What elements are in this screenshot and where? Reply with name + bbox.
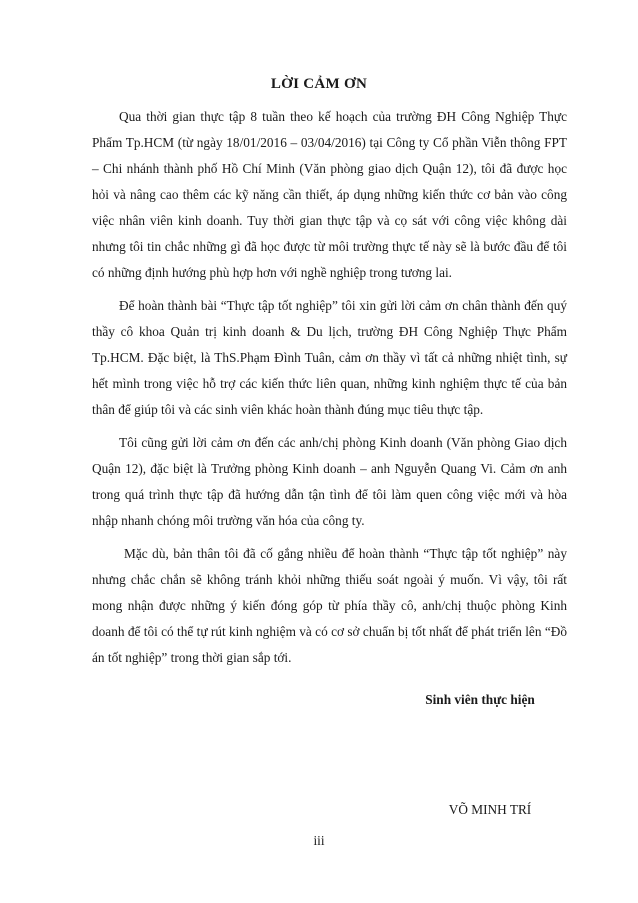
page-number: iii [313,833,325,848]
paragraph-thanks-company: Tôi cũng gửi lời cảm ơn đến các anh/chị phòng Kinh doanh (Văn phòng Giao dịch Quận 12), đặc biệt là Trưởng phòng Kinh doanh – anh Nguyễn Quang Vi. Cảm ơn anh trong quá trình thực tập đã hướng dẫn tận tình để tôi làm quen công việc mới và hòa nhập nhanh chóng môi trường văn hóa của công ty. [92,435,567,528]
page-title: LỜI CẢM ƠN [270,76,368,92]
document-body [92,104,567,678]
paragraph-thanks-faculty: Để hoàn thành bài “Thực tập tốt nghiệp” tôi xin gửi lời cảm ơn chân thành đến quý thầy cô khoa Quản trị kinh doanh & Du lịch, trường ĐH Công Nghiệp Thực Phẩm Tp.HCM. Đặc biệt, là ThS.Phạm Đình Tuân, cảm ơn thầy vì tất cả những nhiệt tình, sự hết mình trong việc hỗ trợ các kiến thức liên quan, những kinh nghiệm thực tế của bản thân để giúp tôi và các sinh viên khác hoàn thành đúng mục tiêu thực tập. [92,298,567,417]
signature-role: Sinh viên thực hiện [425,692,535,707]
signature-name: VÕ MINH TRÍ [448,802,532,817]
paragraph-internship-overview: Qua thời gian thực tập 8 tuần theo kế hoạch của trường ĐH Công Nghiệp Thực Phẩm Tp.HCM (từ ngày 18/01/2016 – 03/04/2016) tại Công ty Cổ phần Viễn thông FPT – Chi nhánh thành phố Hồ Chí Minh (Văn phòng giao dịch Quận 12), tôi đã được học hỏi và nâng cao thêm các kỹ năng cần thiết, áp dụng những kiến thức cơ bản vào công việc nhân viên kinh doanh. Tuy thời gian thực tập và cọ sát với công việc không dài nhưng tôi tin chắc những gì đã học được từ môi trường thực tế này sẽ là bước đầu để tôi có những định hướng phù hợp hơn với nghề nghiệp trong tương lai. [92,109,567,280]
paragraph-closing: Mặc dù, bản thân tôi đã cố gắng nhiều để hoàn thành “Thực tập tốt nghiệp” này nhưng chắc chắn sẽ không tránh khỏi những thiếu soát ngoài ý muốn. Vì vậy, tôi rất mong nhận được những ý kiến đóng góp từ phía thầy cô, anh/chị thuộc phòng Kinh doanh để tôi có thể tự rút kinh nghiệm và có cơ sở chuẩn bị tốt nhất để phát triển lên “Đồ án tốt nghiệp” trong thời gian sắp tới. [92,546,567,665]
